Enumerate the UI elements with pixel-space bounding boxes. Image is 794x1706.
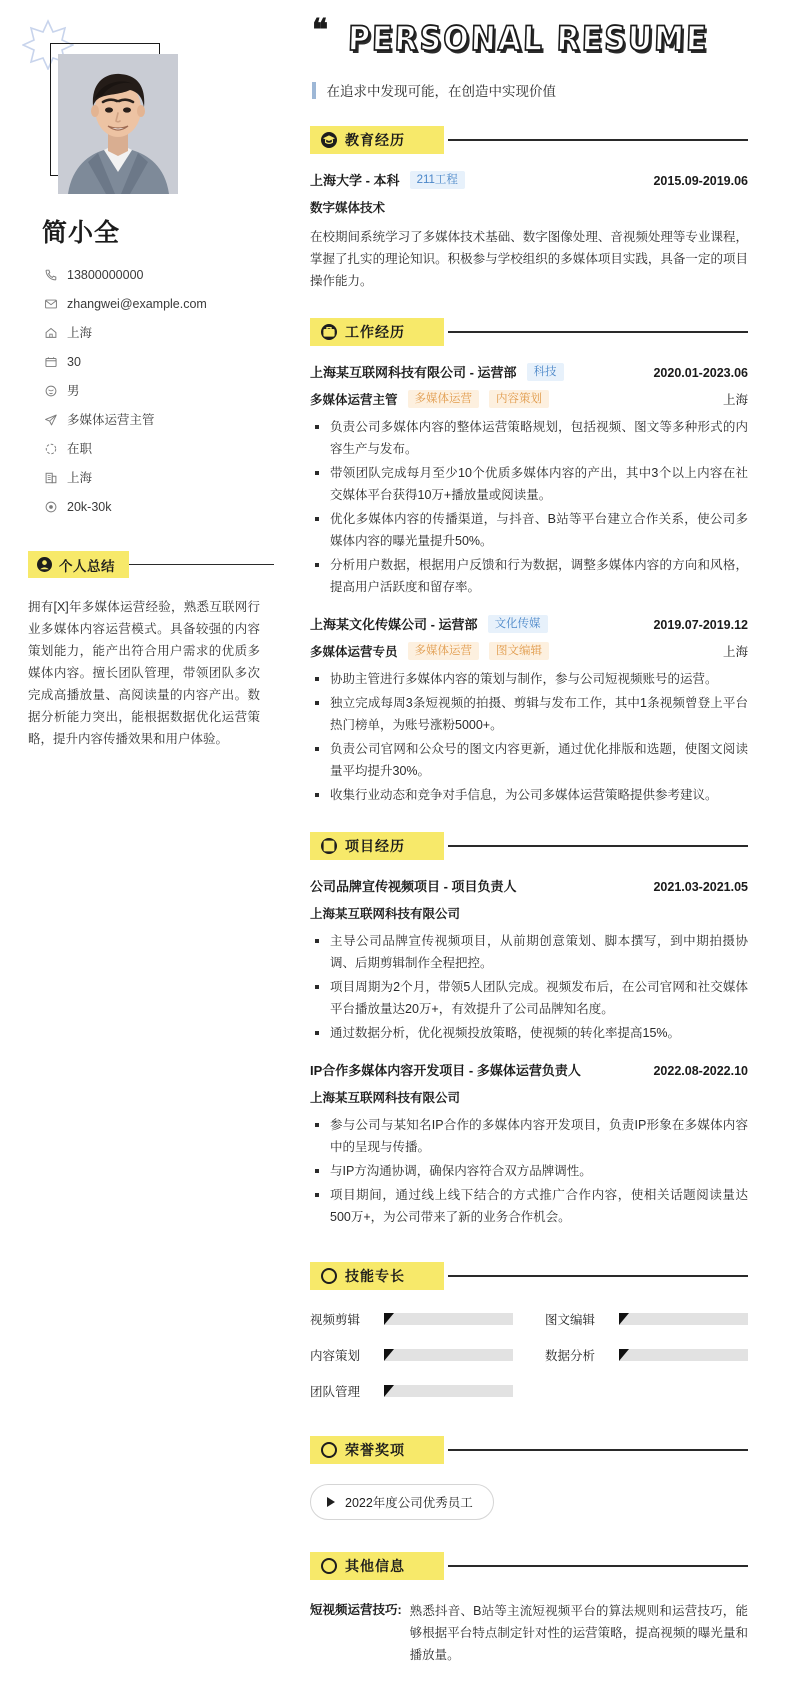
role-tag: 内容策划 <box>489 390 549 408</box>
grid-plus-icon <box>321 838 337 854</box>
other-info-row <box>310 1600 748 1666</box>
honor-item[interactable] <box>310 1484 494 1520</box>
work-date: 2019.07-2019.12 <box>653 618 748 632</box>
contact-value: 在职 <box>67 442 93 456</box>
subtitle-row <box>310 80 748 100</box>
contact-value: 上海 <box>67 471 93 485</box>
project-entry <box>310 876 748 1044</box>
section-title: 工作经历 <box>345 324 405 340</box>
bar-chart-icon <box>321 1268 337 1284</box>
section-header-honors <box>310 1436 748 1464</box>
list-item: 与IP方沟通协调，确保内容符合双方品牌调性。 <box>310 1160 748 1182</box>
education-tag: 211工程 <box>410 171 465 189</box>
section-header-skills <box>310 1262 748 1290</box>
contact-item-age <box>44 354 300 370</box>
building-icon <box>44 471 58 485</box>
project-entry <box>310 1060 748 1228</box>
skill-item <box>310 1382 513 1400</box>
project-company: 上海某互联网科技有限公司 <box>310 907 461 921</box>
contact-item-workplace <box>44 470 300 486</box>
subtitle-text: 在追求中发现可能，在创造中实现价值 <box>326 84 556 99</box>
header-rule <box>448 331 748 332</box>
skill-item <box>310 1346 513 1364</box>
section-title: 其他信息 <box>345 1558 405 1574</box>
header-rule <box>448 1449 748 1450</box>
contact-item-position <box>44 412 300 428</box>
contact-item-gender <box>44 383 300 399</box>
contact-list <box>0 267 300 515</box>
avatar <box>58 54 178 194</box>
skill-bar-track <box>619 1349 748 1361</box>
school-name: 上海大学 - 本科 <box>310 173 400 188</box>
skills-grid <box>310 1310 748 1400</box>
contact-value: 30 <box>67 355 81 369</box>
major-name: 数字媒体技术 <box>310 201 386 215</box>
gender-icon <box>44 384 58 398</box>
mail-icon <box>44 297 58 311</box>
contact-value: 多媒体运营主管 <box>67 413 155 427</box>
work-entry <box>310 614 748 806</box>
skill-item <box>545 1310 748 1328</box>
list-item: 项目期间，通过线上线下结合的方式推广合作内容，使相关话题阅读量达500万+，为公司带来了新的业务合作机会。 <box>310 1184 748 1228</box>
company-name: 上海某文化传媒公司 - 运营部 <box>310 617 478 632</box>
list-item: 负责公司官网和公众号的图文内容更新，通过优化排版和选题，使图文阅读量平均提升30%。 <box>310 738 748 782</box>
skill-item <box>545 1346 748 1364</box>
job-role: 多媒体运营主管 <box>310 393 398 407</box>
list-item: 项目周期为2个月，带领5人团队完成。视频发布后，在公司官网和社交媒体平台播放量达20万+，有效提升了公司品牌知名度。 <box>310 976 748 1020</box>
project-title: 公司品牌宣传视频项目 - 项目负责人 <box>310 879 517 894</box>
skill-bar-track <box>619 1313 748 1325</box>
other-info-label: 短视频运营技巧: <box>310 1603 402 1617</box>
list-item: 收集行业动态和竞争对手信息，为公司多媒体运营策略提供参考建议。 <box>310 784 748 806</box>
contact-item-status <box>44 441 300 457</box>
section-header-summary <box>0 551 300 578</box>
project-date: 2021.03-2021.05 <box>653 880 748 894</box>
contact-item-phone <box>44 267 300 283</box>
main-content <box>300 0 794 1706</box>
section-header-other <box>310 1552 748 1580</box>
list-item: 带领团队完成每月至少10个优质多媒体内容的产出，其中3个以上内容在社交媒体平台获得10万+播放量或阅读量。 <box>310 462 748 506</box>
resume-title: PERSONAL RESUME <box>347 19 710 60</box>
section-title: 项目经历 <box>345 838 405 854</box>
work-date: 2020.01-2023.06 <box>653 366 748 380</box>
header-rule <box>448 1275 748 1276</box>
role-tag: 多媒体运营 <box>408 390 480 408</box>
section-header-projects <box>310 832 748 860</box>
education-date: 2015.09-2019.06 <box>653 174 748 188</box>
contact-value: 20k-30k <box>67 500 112 514</box>
honor-label: 2022年度公司优秀员工 <box>345 1496 473 1510</box>
medal-icon <box>321 1442 337 1458</box>
info-badge-icon <box>321 1558 337 1574</box>
header-rule <box>448 1565 748 1566</box>
job-role: 多媒体运营专员 <box>310 645 398 659</box>
section-title: 个人总结 <box>59 558 115 574</box>
project-bullets <box>310 930 748 1044</box>
phone-icon <box>44 268 58 282</box>
calendar-icon <box>44 355 58 369</box>
work-entry <box>310 362 748 598</box>
honor-list <box>310 1484 748 1520</box>
list-item: 分析用户数据，根据用户反馈和行为数据，调整多媒体内容的方向和风格，提高用户活跃度和留存率。 <box>310 554 748 598</box>
header-rule <box>448 845 748 846</box>
project-company: 上海某互联网科技有限公司 <box>310 1091 461 1105</box>
list-item: 参与公司与某知名IP合作的多媒体内容开发项目，负责IP形象在多媒体内容中的呈现与传播。 <box>310 1114 748 1158</box>
list-item: 优化多媒体内容的传播渠道，与抖音、B站等平台建立合作关系，使公司多媒体内容的曝光量提升50%。 <box>310 508 748 552</box>
contact-item-email <box>44 296 300 312</box>
contact-item-salary <box>44 499 300 515</box>
contact-item-city <box>44 325 300 341</box>
list-item: 通过数据分析，优化视频投放策略，使视频的转化率提高15%。 <box>310 1022 748 1044</box>
section-header-education <box>310 126 748 154</box>
salary-icon <box>44 500 58 514</box>
project-date: 2022.08-2022.10 <box>653 1064 748 1078</box>
sidebar <box>0 0 300 1706</box>
play-triangle-icon <box>327 1497 335 1507</box>
company-name: 上海某互联网科技有限公司 - 运营部 <box>310 365 517 380</box>
contact-value: zhangwei@example.com <box>67 297 207 311</box>
work-location: 上海 <box>722 393 748 407</box>
education-entry <box>310 170 748 292</box>
header-block <box>310 0 748 100</box>
project-bullets <box>310 1114 748 1228</box>
summary-text: 拥有[X]年多媒体运营经验，熟悉互联网行业多媒体内容运营模式。具备较强的内容策划能力，能产出符合用户需求的优质多媒体内容。擅长团队管理，带领团队多次完成高播放量、高阅读量的内容产出。数据分析能力突出，能根据数据优化运营策略，提升内容传播效果和用户体验。 <box>28 600 260 746</box>
contact-value: 男 <box>67 384 80 398</box>
work-bullets <box>310 416 748 598</box>
user-circle-icon <box>37 557 52 572</box>
section-header-work <box>310 318 748 346</box>
education-description: 在校期间系统学习了多媒体技术基础、数字图像处理、音视频处理等专业课程，掌握了扎实的理论知识。积极参与学校组织的多媒体项目实践，具备一定的项目操作能力。 <box>310 230 748 288</box>
skill-bar-track <box>384 1349 513 1361</box>
section-title: 教育经历 <box>345 132 405 148</box>
list-item: 独立完成每周3条短视频的拍摄、剪辑与发布工作，其中1条视频曾登上平台热门榜单，为账号涨粉5000+。 <box>310 692 748 736</box>
skill-item <box>310 1310 513 1328</box>
contact-value: 13800000000 <box>67 268 144 282</box>
section-title: 技能专长 <box>345 1268 405 1284</box>
project-title: IP合作多媒体内容开发项目 - 多媒体运营负责人 <box>310 1063 581 1078</box>
contact-value: 上海 <box>67 326 93 340</box>
list-item: 协助主管进行多媒体内容的策划与制作，参与公司短视频账号的运营。 <box>310 668 748 690</box>
page-title: 简小全 <box>42 219 121 247</box>
skill-label: 团队管理 <box>310 1385 361 1399</box>
work-bullets <box>310 668 748 806</box>
skill-label: 图文编辑 <box>545 1313 596 1327</box>
quote-mark-icon: ❝ <box>312 13 329 48</box>
role-tag: 多媒体运营 <box>408 642 480 660</box>
photo-area <box>0 0 300 205</box>
other-info-value: 熟悉抖音、B站等主流短视频平台的算法规则和运营技巧，能够根据平台特点制定针对性的运营策略，提高视频的曝光量和播放量。 <box>409 1604 748 1662</box>
list-item: 主导公司品牌宣传视频项目，从前期创意策划、脚本撰写，到中期拍摄协调、后期剪辑制作全程把控。 <box>310 930 748 974</box>
education-cap-icon <box>321 132 337 148</box>
home-icon <box>44 326 58 340</box>
industry-tag: 文化传媒 <box>488 615 548 633</box>
skill-label: 数据分析 <box>545 1349 596 1363</box>
header-rule <box>129 564 274 565</box>
skill-bar-track <box>384 1385 513 1397</box>
section-title: 荣誉奖项 <box>345 1442 405 1458</box>
role-tag: 图文编辑 <box>489 642 549 660</box>
paper-plane-icon <box>44 413 58 427</box>
work-location: 上海 <box>722 645 748 659</box>
header-rule <box>448 139 748 140</box>
industry-tag: 科技 <box>527 363 564 381</box>
status-icon <box>44 442 58 456</box>
subtitle-accent-bar <box>312 82 316 99</box>
skill-label: 内容策划 <box>310 1349 361 1363</box>
list-item: 负责公司多媒体内容的整体运营策略规划，包括视频、图文等多种形式的内容生产与发布。 <box>310 416 748 460</box>
briefcase-icon <box>321 324 337 340</box>
skill-bar-track <box>384 1313 513 1325</box>
skill-label: 视频剪辑 <box>310 1313 361 1327</box>
